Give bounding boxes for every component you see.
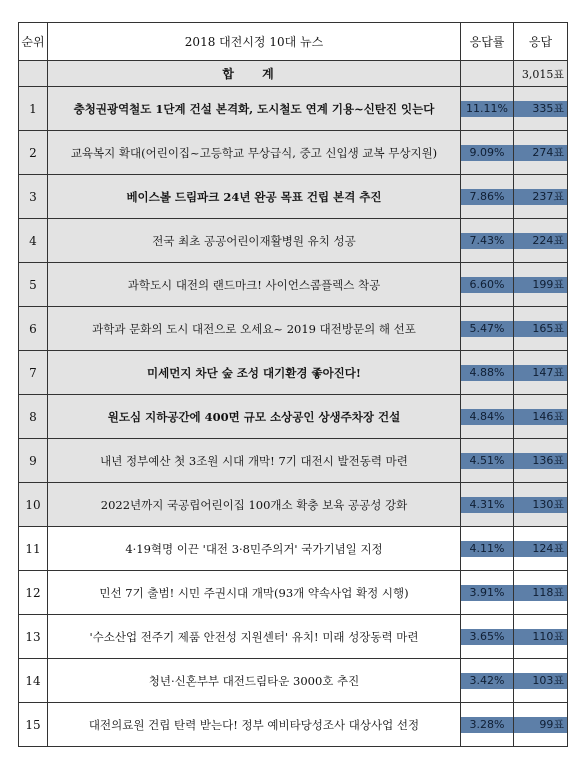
count-value: 224표 [514,233,567,249]
news-title-cell: 대전의료원 건립 탄력 받는다! 정부 예비타당성조사 대상사업 선정 [48,703,461,747]
rank-cell: 1 [19,87,48,131]
rank-cell: 8 [19,395,48,439]
rate-value: 3.28% [461,717,513,733]
table-row [19,263,568,307]
rate-value: 11.11% [461,101,513,117]
count-value: 124표 [514,541,567,557]
header-rank: 순위 [19,23,48,61]
header-row [19,23,568,61]
table-row [19,571,568,615]
rate-value: 4.31% [461,497,513,513]
header-title: 2018 대전시정 10대 뉴스 [48,23,461,61]
table-row [19,87,568,131]
count-value: 274표 [514,145,567,161]
news-title-cell: 충청권광역철도 1단계 건설 본격화, 도시철도 연계 기용~신탄진 잇는다 [48,87,461,131]
news-title-cell: 내년 정부예산 첫 3조원 시대 개막! 7기 대전시 발전동력 마련 [48,439,461,483]
rank-cell: 3 [19,175,48,219]
table-row [19,131,568,175]
rate-value: 7.43% [461,233,513,249]
count-value: 130표 [514,497,567,513]
news-title-cell: 과학도시 대전의 랜드마크! 사이언스콤플렉스 착공 [48,263,461,307]
count-value: 237표 [514,189,567,205]
header-rate: 응답률 [461,23,514,61]
news-title-cell: 청년·신혼부부 대전드림타운 3000호 추진 [48,659,461,703]
rate-value: 6.60% [461,277,513,293]
rate-value: 4.51% [461,453,513,469]
rate-value: 7.86% [461,189,513,205]
table-row [19,395,568,439]
rank-cell: 13 [19,615,48,659]
rank-cell: 5 [19,263,48,307]
rank-cell: 15 [19,703,48,747]
news-title-cell: 베이스볼 드림파크 24년 완공 목표 건립 본격 추진 [48,175,461,219]
rank-cell: 10 [19,483,48,527]
header-count: 응답 [514,23,568,61]
rank-cell: 6 [19,307,48,351]
rank-cell: 2 [19,131,48,175]
rank-cell: 9 [19,439,48,483]
news-title-cell: '수소산업 전주기 제품 안전성 지원센터' 유치! 미래 성장동력 마련 [48,615,461,659]
count-value: 136표 [514,453,567,469]
table-row [19,351,568,395]
rate-value: 4.84% [461,409,513,425]
count-value: 118표 [514,585,567,601]
news-title-cell: 2022년까지 국공립어린이집 100개소 확충 보육 공공성 강화 [48,483,461,527]
rate-value: 3.91% [461,585,513,601]
rank-cell: 4 [19,219,48,263]
rank-cell: 12 [19,571,48,615]
rate-value: 4.88% [461,365,513,381]
rate-value: 3.42% [461,673,513,689]
table-row [19,483,568,527]
news-title-cell: 미세먼지 차단 숲 조성 대기환경 좋아진다! [48,351,461,395]
news-title-cell: 교육복지 확대(어린이집~고등학교 무상급식, 중고 신입생 교복 무상지원) [48,131,461,175]
news-title-cell: 과학과 문화의 도시 대전으로 오세요~ 2019 대전방문의 해 선포 [48,307,461,351]
rate-value: 4.11% [461,541,513,557]
table-row [19,219,568,263]
table-row [19,175,568,219]
count-value: 165표 [514,321,567,337]
table-row [19,615,568,659]
count-value: 147표 [514,365,567,381]
news-title-cell: 민선 7기 출범! 시민 주권시대 개막(93개 약속사업 확정 시행) [48,571,461,615]
count-value: 110표 [514,629,567,645]
total-row [19,61,568,87]
rank-cell: 7 [19,351,48,395]
news-title-cell: 4·19혁명 이끈 '대전 3·8민주의거' 국가기념일 지정 [48,527,461,571]
table-row [19,307,568,351]
rate-value: 5.47% [461,321,513,337]
count-value: 99표 [514,717,567,733]
news-ranking-table [18,22,568,747]
total-count: 3,015표 [514,61,568,87]
count-value: 146표 [514,409,567,425]
table-row [19,527,568,571]
table-row [19,439,568,483]
count-value: 199표 [514,277,567,293]
news-title-cell: 원도심 지하공간에 400면 규모 소상공인 상생주차장 건설 [48,395,461,439]
news-title-cell: 전국 최초 공공어린이재활병원 유치 성공 [48,219,461,263]
table-row [19,659,568,703]
rate-value: 3.65% [461,629,513,645]
rate-value: 9.09% [461,145,513,161]
count-value: 103표 [514,673,567,689]
rank-cell: 14 [19,659,48,703]
rank-cell: 11 [19,527,48,571]
total-label: 합 계 [48,61,461,87]
count-value: 335표 [514,101,567,117]
table-row [19,703,568,747]
